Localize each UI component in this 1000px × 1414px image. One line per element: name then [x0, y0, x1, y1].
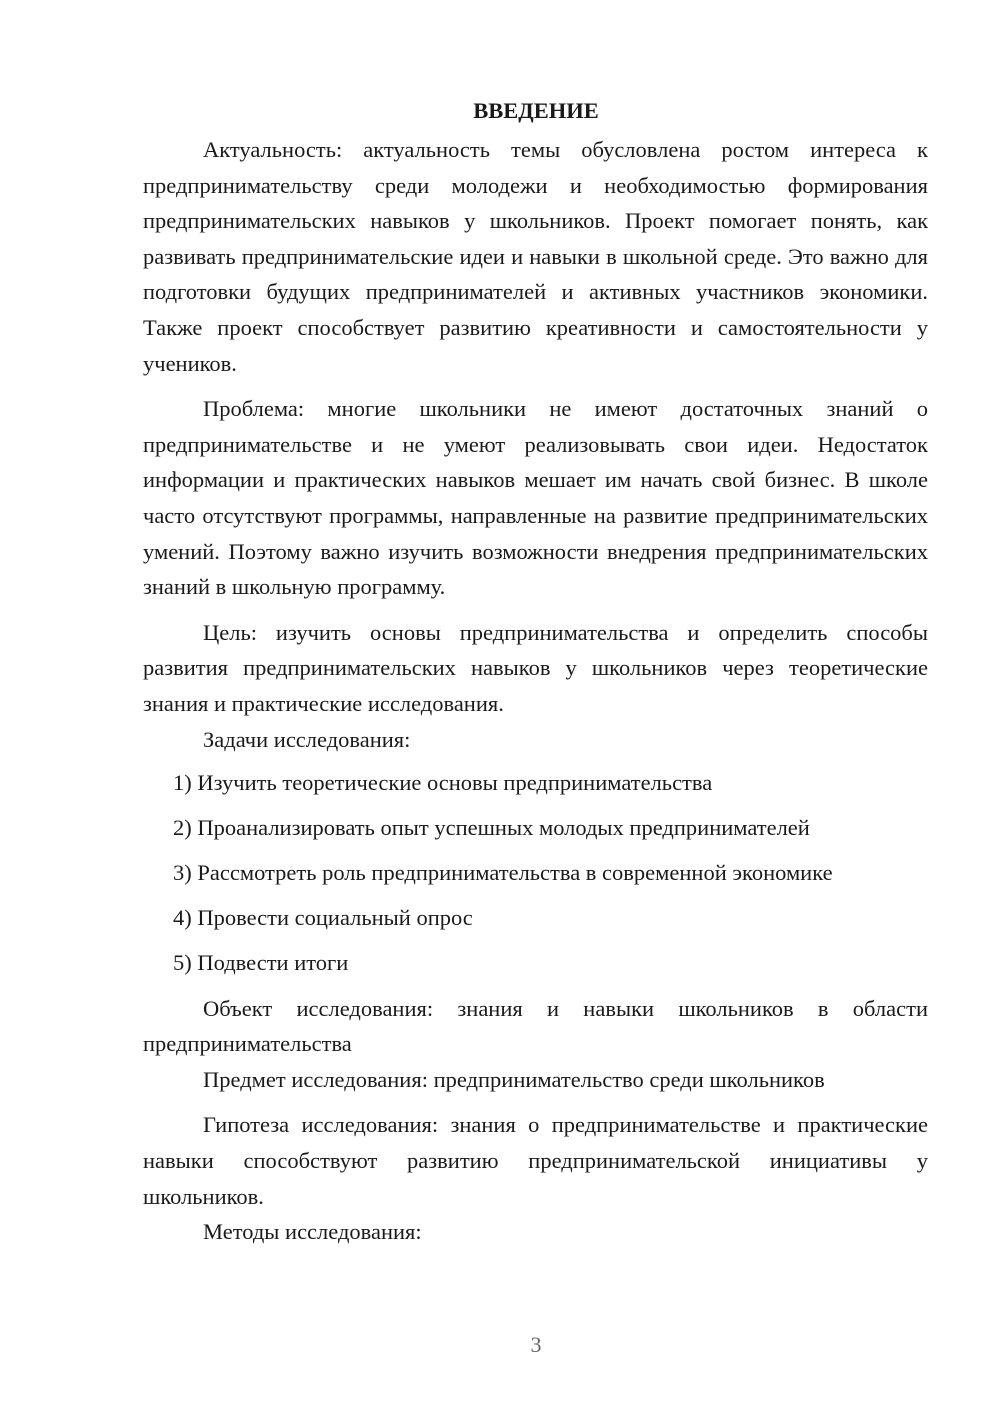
hypothesis-paragraph: Гипотеза исследования: знания о предпринимательстве и практические навыки способствуют развитию предпринимательской инициативы у школьников.: [143, 1112, 928, 1209]
tasks-heading: Задачи исследования:: [203, 726, 411, 752]
methods-heading: Методы исследования:: [203, 1219, 422, 1245]
object-paragraph: Объект исследования: знания и навыки школьников в области предпринимательства: [143, 995, 928, 1057]
list-item: 1) Изучить теоретические основы предпринимательства: [173, 770, 713, 796]
list-item: 4) Провести социальный опрос: [173, 905, 473, 931]
list-item: 3) Рассмотреть роль предпринимательства в современной экономике: [173, 860, 833, 886]
list-item: 2) Проанализировать опыт успешных молодых предпринимателей: [173, 815, 810, 841]
page-number: 3: [530, 1332, 542, 1357]
goal-paragraph: Цель: изучить основы предпринимательства и определить способы развития предпринимательских навыков у школьников через теоретические знания и практические исследования.: [143, 619, 928, 716]
page-title: ВВЕДЕНИЕ: [473, 98, 599, 123]
subject-paragraph: Предмет исследования: предпринимательство среди школьников: [203, 1066, 825, 1092]
page-content: [143, 96, 928, 1250]
problem-paragraph: Проблема: многие школьники не имеют достаточных знаний о предпринимательстве и не умеют реализовывать свои идеи. Недостаток информации и практических навыков мешает им начать свой бизнес. В школе часто отсутствуют программы, направленные на развитие предпринимательских умений. Поэтому важно изучить возможности внедрения предпринимательских знаний в школьную программу.: [143, 396, 928, 600]
tasks-list: [143, 765, 928, 981]
relevance-paragraph: Актуальность: актуальность темы обусловлена ростом интереса к предпринимательству среди молодежи и необходимостью формирования предпринимательских навыков у школьников. Проект помогает понять, как развивать предпринимательские идеи и навыки в школьной среде. Это важно для подготовки будущих предпринимателей и активных участников экономики. Также проект способствует развитию креативности и самостоятельности у учеников.: [143, 137, 928, 376]
list-item: 5) Подвести итоги: [173, 950, 349, 976]
